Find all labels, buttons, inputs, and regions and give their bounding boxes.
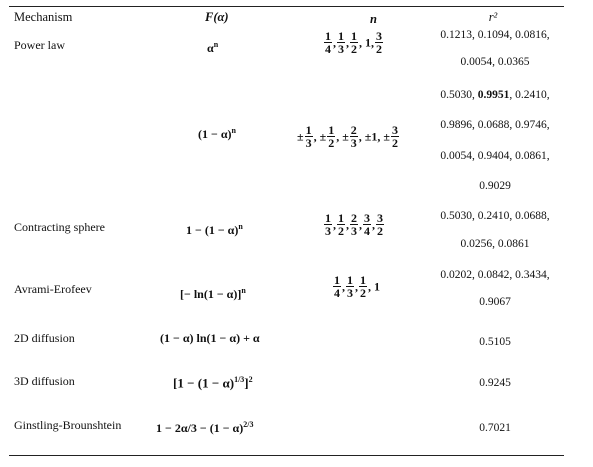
- n-separator: ,: [333, 217, 336, 232]
- fraction-denominator: 3: [338, 42, 344, 56]
- f-alpha-power-law: $\alpha^n$: [207, 40, 219, 55]
- fraction-numerator: 1: [347, 273, 353, 287]
- n-separator: ,: [333, 35, 336, 50]
- fraction-numerator: 1: [351, 29, 357, 43]
- fraction-denominator: 4: [325, 42, 331, 56]
- fraction-denominator: 3: [351, 224, 357, 238]
- r2-power-law-2-line-3: 0.0054, 0.9404, 0.0861,: [440, 150, 550, 162]
- r2-3d-diffusion: 0.9245: [479, 377, 511, 389]
- n-fraction: [324, 212, 332, 237]
- fraction-denominator: 2: [351, 42, 357, 56]
- n-separator: , ±: [313, 129, 327, 144]
- n-fraction: [363, 212, 371, 237]
- n-fraction: [350, 124, 358, 149]
- n-fraction: [376, 212, 384, 237]
- f-alpha-power-law-2: $(1 - \alpha)^n$: [198, 126, 236, 141]
- r2-avrami-erofeev-line-2: 0.9067: [479, 296, 511, 308]
- f-alpha-contracting-sphere: $1 - (1 - \alpha)^n$: [186, 222, 243, 237]
- n-separator: , 1: [368, 279, 380, 294]
- fraction-denominator: 2: [391, 136, 398, 150]
- n-separator: ,: [372, 217, 375, 232]
- mechanism-ginstling-brounshtein: Ginstling-Brounshtein: [14, 418, 122, 432]
- n-values-power-law-2: [297, 124, 400, 149]
- n-separator: , ±1, ±: [358, 129, 390, 144]
- mechanism-power-law: Power law: [14, 38, 65, 52]
- fraction-numerator: 1: [325, 29, 331, 43]
- r2-power-law-2-line-4: 0.9029: [479, 180, 511, 192]
- fraction-denominator: 3: [350, 136, 357, 150]
- r2-power-law-line-1: 0.1213, 0.1094, 0.0816,: [440, 29, 550, 41]
- n-fraction: [359, 274, 367, 299]
- r2-ginstling-brounshtein: 0.7021: [479, 422, 511, 434]
- fraction-numerator: 1: [325, 211, 331, 225]
- fraction-numerator: 1: [334, 273, 340, 287]
- n-fraction: [350, 212, 358, 237]
- n-separator: ±: [297, 129, 304, 144]
- r2-power-law-2-line-2: 0.9896, 0.0688, 0.9746,: [440, 119, 550, 131]
- r2-2d-diffusion: 0.5105: [479, 336, 511, 348]
- fraction-numerator: 2: [351, 211, 357, 225]
- n-fraction: [327, 124, 335, 149]
- n-fraction: [333, 274, 341, 299]
- r2-power-law-2-line-1: 0.5030, 0.9951, 0.2410,: [440, 89, 550, 101]
- mechanism-3d-diffusion: 3D diffusion: [14, 374, 75, 388]
- n-separator: ,: [355, 279, 358, 294]
- r2-contracting-sphere-line-1: 0.5030, 0.2410, 0.0688,: [440, 210, 550, 222]
- n-values-power-law: [323, 30, 384, 55]
- fraction-denominator: 3: [305, 136, 312, 150]
- n-separator: , 1,: [359, 35, 374, 50]
- fraction-denominator: 4: [364, 224, 370, 238]
- header-mechanism: Mechanism: [14, 10, 73, 24]
- fraction-denominator: 3: [347, 286, 353, 300]
- fraction-numerator: 3: [391, 123, 398, 137]
- r2-contracting-sphere-line-2: 0.0256, 0.0861: [460, 238, 530, 250]
- header-r2: r²: [488, 10, 498, 24]
- n-separator: ,: [346, 217, 349, 232]
- fraction-numerator: 1: [328, 123, 335, 137]
- n-fraction: [324, 30, 332, 55]
- fraction-denominator: 2: [360, 286, 366, 300]
- top-rule: [9, 6, 564, 7]
- header-f-alpha: F(α): [205, 10, 229, 24]
- f-alpha-ginstling-brounshtein: $1 - 2\alpha/3 - (1 - \alpha)^{2/3}$: [156, 420, 254, 435]
- mechanism-contracting-sphere: Contracting sphere: [14, 220, 105, 234]
- fraction-denominator: 2: [338, 224, 344, 238]
- fraction-denominator: 2: [377, 224, 383, 238]
- mechanism-avrami-erofeev: Avrami-Erofeev: [14, 282, 92, 296]
- n-fraction: [337, 212, 345, 237]
- r2-avrami-erofeev-line-1: 0.0202, 0.0842, 0.3434,: [440, 269, 550, 281]
- fraction-denominator: 2: [328, 136, 335, 150]
- fraction-numerator: 1: [305, 123, 312, 137]
- mechanism-2d-diffusion: 2D diffusion: [14, 331, 75, 345]
- n-fraction: [375, 30, 383, 55]
- f-alpha-2d-diffusion: (1 − α) ln(1 − α) + α: [160, 331, 260, 345]
- fraction-numerator: 1: [360, 273, 366, 287]
- n-values-contracting-sphere: [323, 212, 385, 237]
- n-separator: ,: [346, 35, 349, 50]
- fraction-numerator: 3: [376, 29, 382, 43]
- fraction-numerator: 1: [338, 211, 344, 225]
- n-separator: ,: [342, 279, 345, 294]
- bottom-rule: [9, 455, 564, 456]
- fraction-denominator: 4: [334, 286, 340, 300]
- fraction-numerator: 3: [377, 211, 383, 225]
- n-values-avrami-erofeev: [332, 274, 380, 299]
- fraction-denominator: 3: [325, 224, 331, 238]
- n-separator: , ±: [336, 129, 349, 144]
- header-n: n: [370, 12, 377, 26]
- f-alpha-3d-diffusion: $[1 - (1 - \alpha)^{1/3}]^2$: [173, 375, 253, 391]
- n-fraction: [337, 30, 345, 55]
- r2-power-law-line-2: 0.0054, 0.0365: [460, 56, 530, 68]
- n-fraction: [350, 30, 358, 55]
- n-fraction: [305, 124, 313, 149]
- n-fraction: [391, 124, 399, 149]
- fraction-numerator: 3: [364, 211, 370, 225]
- fraction-denominator: 2: [376, 42, 382, 56]
- n-fraction: [346, 274, 354, 299]
- fraction-numerator: 1: [338, 29, 344, 43]
- fraction-numerator: 2: [350, 123, 357, 137]
- f-alpha-avrami-erofeev: [− ln(1 − α)]$^n$: [180, 286, 246, 301]
- n-separator: ,: [359, 217, 362, 232]
